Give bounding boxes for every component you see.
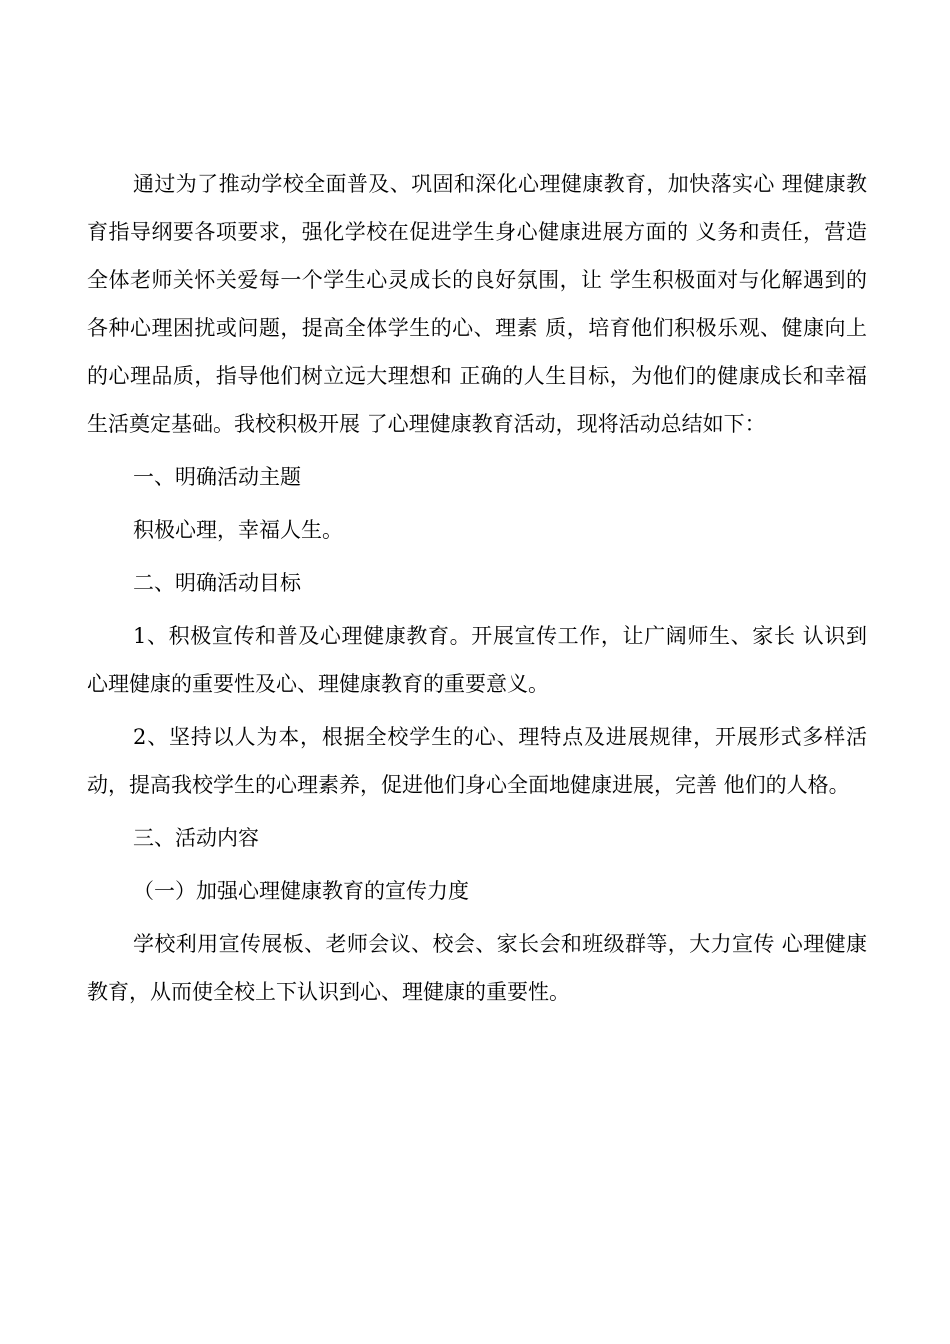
section-1-heading: 一、明确活动主题	[133, 465, 301, 489]
section-2-heading: 二、明确活动目标	[133, 571, 301, 595]
goal-2-paragraph: 2、坚持以人为本，根据全校学生的心、理特点及进展规律，开展形式多样活动，提高我校学生的心理素养，促进他们身心全面地健康进展，完善 他们的人格。	[87, 725, 867, 797]
goal-1-paragraph: 1、积极宣传和普及心理健康教育。开展宣传工作，让广阔师生、家长 认识到心理健康的重要性及心、理健康教育的重要意义。	[87, 624, 867, 696]
subsection-1-text: 学校利用宣传展板、老师会议、校会、家长会和班级群等，大力宣传 心理健康教育，从而使全校上下认识到心、理健康的重要性。	[87, 932, 867, 1004]
subsection-1-heading: （一）加强心理健康教育的宣传力度	[133, 879, 469, 903]
document-body	[87, 160, 867, 1016]
intro-paragraph: 通过为了推动学校全面普及、巩固和深化心理健康教育，加快落实心 理健康教育指导纲要各项要求，强化学校在促进学生身心健康进展方面的 义务和责任，营造全体老师关怀关爱每一个学生心灵成长的良好氛围，让 学生积极面对与化解遇到的各种心理困扰或问题，提高全体学生的心、理素 质，培育他们积极乐观、健康向上的心理品质，指导他们树立远大理想和 正确的人生目标，为他们的健康成长和幸福生活奠定基础。我校积极开展 了心理健康教育活动，现将活动总结如下：	[87, 172, 867, 436]
section-3-heading: 三、活动内容	[133, 826, 259, 850]
section-1-text: 积极心理，幸福人生。	[133, 518, 343, 542]
